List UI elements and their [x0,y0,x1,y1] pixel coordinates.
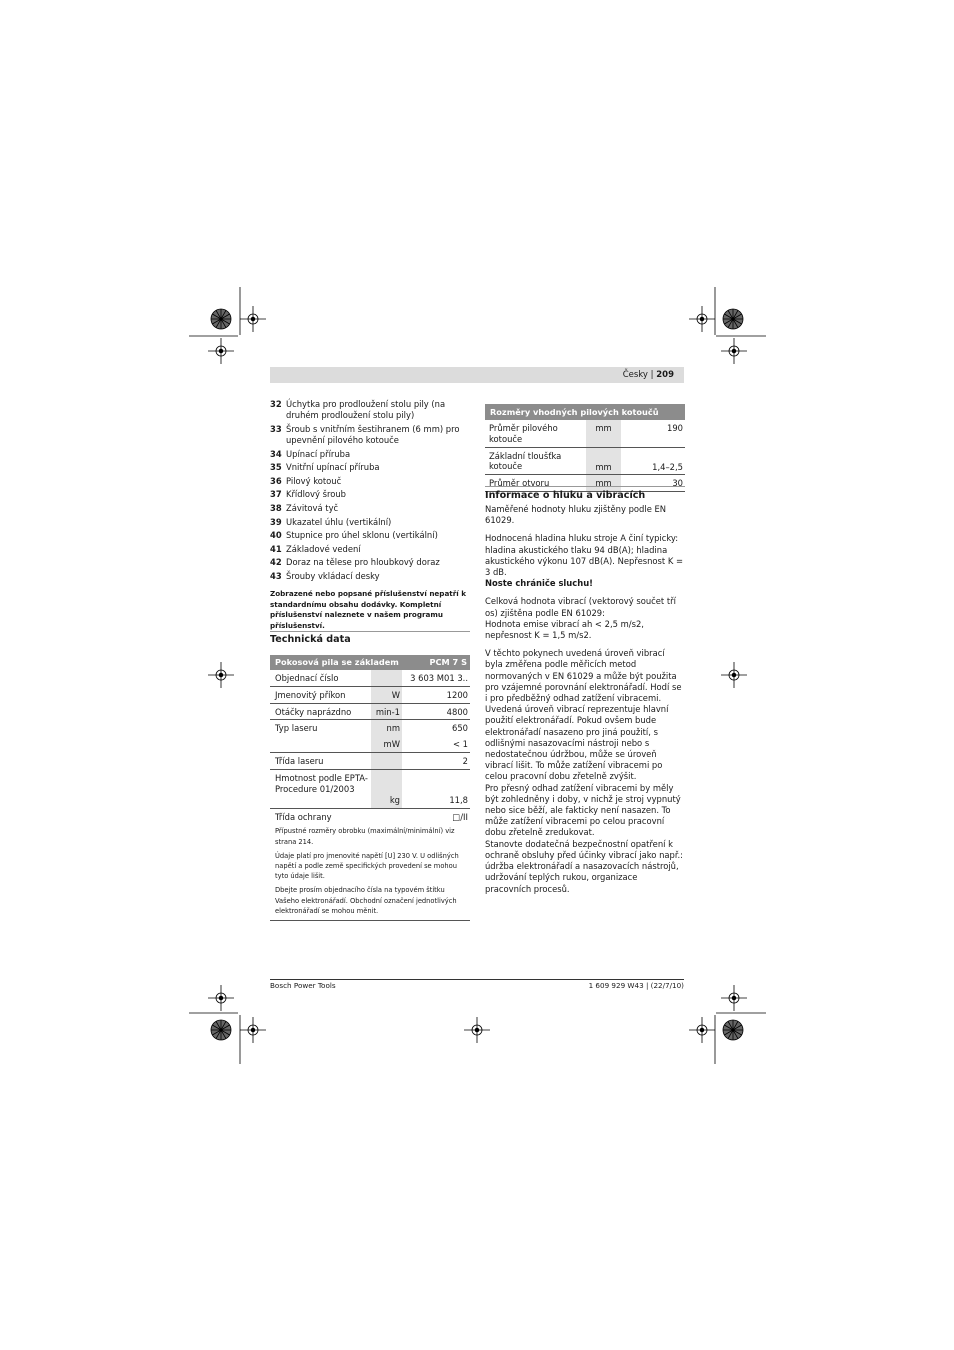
paragraph: Hodnota emise vibrací ah < 2,5 m/s2, nepřesnost K = 1,5 m/s2. [485,618,644,641]
list-item: 43 Šrouby vkládací desky [270,570,380,581]
table-row: Objednací číslo 3 603 M01 3.. [270,670,470,687]
footer-rule [270,979,684,980]
footer-doc-number: 1 609 929 W43 | (22/7/10) [588,981,684,990]
header-language: Česky [622,370,648,380]
table-row: Průměr pilového kotouče mm 190 [485,420,685,448]
table-row: Třída ochrany □/II [270,809,470,825]
section-rule [485,486,685,487]
table-row: Hmotnost podle EPTA-Procedure 01/2003 kg 11,8 [270,770,470,809]
tech-data-table [270,655,470,921]
page-header [270,367,684,383]
table-header: Rozměry vhodných pilových kotoučů [485,404,685,420]
paragraph-warning: Noste chrániče sluchu! [485,578,593,589]
accessory-note: Zobrazené nebo popsané příslušenství nepatří k standardnímu obsahu dodávky. Kompletní příslušenství naleznete v našem programu příslušenství. [270,589,467,630]
list-item: 34 Upínací příruba [270,448,351,459]
table-bottom-rule [270,920,470,921]
paragraph: Pro přesný odhad zatížení vibracemi by měly být zohledněny i doby, v nichž je stroj vypnutý nebo sice běží, ale fakticky není nasazen. To může zatížení vibracemi po celou pracovní dobu zřetelně zredukovat. [485,782,681,838]
blade-dimensions-table [485,404,685,492]
section-rule [270,631,470,632]
table-row: Typ laseru nm 650 [270,720,470,736]
table-row: Otáčky naprázdno min-1 4800 [270,704,470,721]
page-number: 209 [656,370,674,380]
paragraph: Naměřené hodnoty hluku zjištěny podle EN 61029. [485,504,667,526]
table-footnote: Přípustné rozměry obrobku (maximální/minimální) viz strana 214. [275,827,455,846]
table-footnote: Dbejte prosím objednacího čísla na typovém štítku Vašeho elektronářadí. Obchodní označení jednotlivých elektronářadí se mohou měnit. [275,886,457,915]
list-item: 37 Křídlový šroub [270,489,346,500]
paragraph: Uvedená úroveň vibrací reprezentuje hlavní použití elektronářadí. Pokud ovšem bude elektronářadí nasazeno pro jiná použití, s odlišnými nasazovacími nástroji nebo s nedostatečnou údržbou, může se úroveň vibrací lišit. To může zatížení vibracemi po celou pracovní dobu zřetelně zvýšit. [485,704,669,782]
noise-title: Informace o hluku a vibracích [485,490,646,501]
tech-data-title: Technická data [270,634,351,645]
list-item: 39 Ukazatel úhlu (vertikální) [270,516,392,527]
parts-list [270,399,470,585]
paragraph: Stanovte dodatečná bezpečnostní opatření k ochraně obsluhy před účinky vibrací jako např.: údržba elektronářadí a nasazovacích nástrojů, udržování teplých rukou, organizace pracovních procesů. [485,838,683,894]
list-item: 32 Úchytka pro prodloužení stolu pily (na druhém prodloužení stolu pily) [270,399,446,421]
list-item: 36 Pilový kotouč [270,475,342,486]
table-row: Třída laseru 2 [270,753,470,770]
noise-text [485,504,685,895]
table-row: Průměr otvoru mm 30 [485,475,685,492]
table-row: mW < 1 [270,736,470,753]
protection-class-icon: □/II [452,811,468,822]
paragraph: Celková hodnota vibrací (vektorový součet tří os) zjištěna podle EN 61029: [485,596,676,618]
table-row: Základní tloušťka kotouče mm 1,4–2,5 [485,448,685,476]
list-item: 42 Doraz na tělese pro hloubkový doraz [270,557,440,568]
footer-brand: Bosch Power Tools [270,981,336,990]
list-item: 40 Stupnice pro úhel sklonu (vertikální) [270,530,438,541]
table-header: Pokosová pila se základem PCM 7 S [270,655,470,670]
table-footnote: Údaje platí pro jmenovité napětí [U] 230 V. U odlišných napětí a podle země specifických provedení se mohou tyto údaje lišit. [275,851,459,881]
table-row: Jmenovitý příkon W 1200 [270,687,470,704]
paragraph: Hodnocená hladina hluku stroje A činí typicky: hladina akustického tlaku 94 dB(A); hladina akustického výkonu 107 dB(A). Nepřesnost K = 3 dB. [485,533,683,578]
list-item: 33 Šroub s vnitřním šestihranem (6 mm) pro upevnění pilového kotouče [270,423,460,445]
list-item: 41 Základové vedení [270,543,361,554]
list-item: 38 Závitová tyč [270,502,339,513]
header-separator: | [650,370,654,380]
list-item: 35 Vnitřní upínací příruba [270,462,380,473]
paragraph: V těchto pokynech uvedená úroveň vibrací byla změřena podle měřicích metod normovaných v EN 61029 a může být použita pro vzájemné porovnání elektronářadí. Hodí se i pro předběžný odhad zatížení vibracemi. [485,648,682,704]
